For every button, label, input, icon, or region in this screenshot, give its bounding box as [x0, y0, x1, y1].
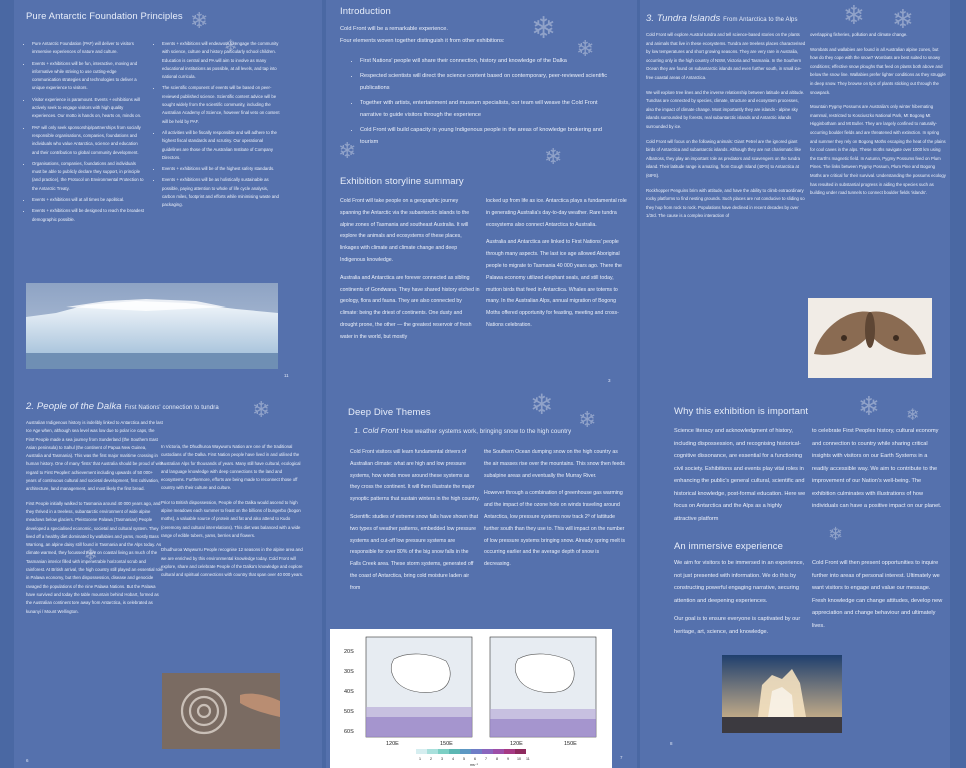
- panel-deep-dive-themes: [326, 385, 637, 768]
- section-heading: Exhibition storyline summary: [340, 176, 464, 187]
- list-item: • Events + exhibitions will be as holistically sustainable as possible, paying attention to whole of life cycle analysis, carbon miles, footprint and efforts while minimising waste and packaging.: [162, 176, 282, 209]
- colorbar-label: ms⁻¹: [470, 763, 478, 767]
- snowflake-icon: ❄: [84, 547, 98, 564]
- intro-line: Four elements woven together distinguish it from other exhibitions:: [340, 38, 505, 44]
- list-item: • Events + exhibitions will be fun, interactive, moving and informative while striving to use cutting-edge communication strategies and technologies to deliver a unique experience to visitors.: [32, 60, 144, 93]
- y-tick-label: 50S: [344, 709, 354, 715]
- y-tick-label: 30S: [344, 669, 354, 675]
- page-number: 8: [670, 741, 673, 746]
- list-item: • Organisations, companies, foundations and individuals must be able to publicly declare they support, in principle (and practice), the Protocol on Environmental Protection to the Antarctic Treaty.: [32, 160, 144, 193]
- page-heading: [26, 401, 219, 412]
- iceberg-image: [26, 283, 278, 369]
- snowflake-icon: ❄: [190, 8, 209, 33]
- colorbar-tick: 8: [496, 757, 498, 761]
- list-item: • Events + exhibitions will at all times be apolitical.: [32, 196, 144, 204]
- coldfront-col-left: [350, 447, 480, 601]
- y-tick-label: 20S: [344, 649, 354, 655]
- page-number: 3: [608, 378, 611, 383]
- page-heading: Introduction: [340, 6, 391, 17]
- intro-line: Cold Front will be a remarkable experience.: [340, 26, 448, 32]
- coldfront-col-right: [484, 447, 626, 577]
- heading-subtitle: First Nations' connection to tundra: [124, 405, 219, 411]
- intro-text: [340, 23, 630, 47]
- snowflake-icon: ❄: [338, 138, 357, 163]
- dalka-col-left: [26, 419, 164, 622]
- principles-col-left: [24, 40, 144, 227]
- heading-title: Tundra Islands: [656, 13, 721, 24]
- colorbar-tick: 11: [526, 757, 530, 761]
- heading-number: 2.: [26, 401, 35, 412]
- colorbar-tick: 7: [485, 757, 487, 761]
- list-item: • Respected scientists will direct the science content based on contemporary, peer-reviewed scientific publications: [360, 70, 614, 94]
- paragraph: Prior to British dispossession, People of the Dalka would ascend to high alpine meadows each summer to feast on the billions of bungerbo (bogon moths), a valuable source of protein and fat and also attend to Kudo (ceremony and cultural interrelations). This diet was balanced with a wide range of edible tubers, yams, berries and flowers.: [161, 499, 301, 538]
- page-number: 11: [284, 373, 289, 378]
- paragraph: Cold Front visitors will learn fundamental drivers of Australian climate: what are high and low pressure systems, how winds move around these systems as they cross the continent. It will then illustrate the major synoptic patterns that sustain winters in the high country.: [350, 449, 480, 503]
- why-col-left: Science literacy and acknowledgment of history, including dispossession, and recognising historical-cognitive dissonance, are essential for a functioning civil society. Exhibitions and events play vital roles in enhancing the public's general cultural, scientific and historical knowledge, post-formal education. Here we focus on Antarctica and the Alps as a highly attractive platform: [674, 428, 806, 522]
- page-number: 6: [26, 758, 29, 763]
- paragraph: Dhudhuroa Waywurru People recognise 12 seasons in the alpine area and we are enriched by this environmental knowledge today. Cold Front will explore, share and celebrate People of the Dalka's knowledge and explore cultural and spiritual connections with country that span over 40 000 years.: [161, 547, 304, 578]
- snowflake-icon: ❄: [906, 407, 920, 424]
- immersive-col-left: [674, 557, 808, 644]
- list-item: • Events + exhibitions will be designed to reach the broadest demographic possible.: [32, 207, 144, 224]
- x-tick-label: 120E: [510, 741, 523, 747]
- paragraph: In Victoria, the Dhudhuroa Waywurru Nation are one of the traditional custodians of the Dalka. First Nation people have lived in and utilised the Australian Alps for thousands of years. Many still have cultural, ecological and language knowledge with deep connections to the land and ecosystems. Furthermore, efforts are being made to reconnect those off country with their culture and culture.: [161, 444, 301, 491]
- sand-drawing-image: [162, 673, 280, 749]
- colorbar-tick: 1: [419, 757, 421, 761]
- list-item: • Together with artists, entertainment and museum specialists, our team will weave the Cold Front narrative to guide visitors through the experience: [360, 97, 614, 121]
- paragraph: Wombats and wallabies are found in all Australian alpine zones, but how do they cope with the snow? Wombats are best suited to snowy conditions; effective snow ploughs that feed on plants both above and below the snow line. Wallabies prefer lighter conditions as they struggle in deep snow. They browse on tips of plants sticking out through the snowpack.: [810, 46, 946, 95]
- colorbar-tick: 2: [430, 757, 432, 761]
- list-item: • All activities will be fiscally responsible and will adhere to the highest fiscal standards and scrutiny. Our operational guidelines are those of the Australian Institute of Company Directors.: [162, 129, 282, 162]
- dalka-col-right: [161, 443, 305, 585]
- colorbar-tick: 3: [441, 757, 443, 761]
- paragraph: However through a combination of greenhouse gas warming and the impact of the ozone hole on winds traveling around Antarctica, low pressure systems now track 2º of lattitude further south than they use to. This will impact on the number of low pressure systems bringing snow. Already spring melt is occurring earlier and the average depth of snow is decreasing.: [484, 490, 625, 568]
- moth-image: [808, 298, 932, 378]
- list-item: • PAF will only seek sponsorship/partnerships from socially responsible organisations, companies, foundations and individuals who value Antarctica, science and education and their contribution to global community development.: [32, 124, 144, 157]
- paragraph: Australia and Antarctica are forever connected as sibling continents of Gondwana. They have shared history etched in geology, flora and fauna. They are also connected by climate: being the driest of continents. One dusty and drought prone, the other — the greatest reservoir of fresh water in the world, but mostly: [340, 274, 480, 340]
- wind-map-figure: [330, 629, 612, 768]
- paragraph: Australian Indigenous history is indelibly linked to Antarctica and the last Ice Age when, although sea level was low due to polar ice caps, the First People made a sea journey from Sunderland (the Southern East Asian peninsula) to Sahul (the continent of Papua New Guinea, Australia and Tasmania). This was the first major maritime crossing in human history. One of many 'firsts' that Australia should be proud of with regard to First Peoples' achievement including upwards of 50 000+ years of continuous cultural and societal development, first cultivation, architecture, land management, and most likely the first bread.: [26, 420, 164, 492]
- paragraph: Mountain Pygmy Possums are Australia's only winter hibernating mammal, restricted to Kosciuszko National Park, Mt Bogong Mt Higginbotham and Mt Buller. They are largely confined to naturally-occurring boulder fields and are threatened with extinction. In spring and summer they rely on Bogong Moths escaping the heat of the plains for cool caves in the alps. These moths navigate over 1000 km using the Earth's magnetic field. In Autumn, Pygmy Possums feed on Plum Pines. The links between Pygmy Possum, Plum Pine and Bogong Moths are critical for their survival. Understanding the possums ecology has resulted in substantial progress in aiding the species such as building under road tunnels to connect boulder fields 'islands'.: [810, 104, 946, 196]
- colorbar-tick: 5: [463, 757, 465, 761]
- why-col-right: to celebrate First Peoples history, cultural economy and connection to country while sharing critical insights with visitors on our Earth Systems in a readily accessible way. We aim to contribute to the improvement of our Nation's well-being. The exhibition culminates with illustrations of how individuals can have a positive impact on our planet.: [812, 428, 942, 509]
- x-tick-label: 150E: [440, 741, 453, 747]
- paragraph: We will explore tree lines and the inverse relationship between latitude and altitude. Tundras are connected by species, climate, structure and ecosystem processes, also the impact of climate change. Most importantly they are islands - alpine sky islands surrounded by forests, real subantarctic islands and Antarctic islands surrounded by ice.: [646, 89, 805, 129]
- page-heading: Why this exhibition is important: [674, 406, 809, 417]
- paragraph: Our goal is to ensure everyone is captivated by our heritage, art, science, and knowledge.: [674, 616, 801, 635]
- snowflake-icon: ❄: [828, 524, 844, 544]
- x-tick-label: 120E: [386, 741, 399, 747]
- paragraph: the Southern Ocean dumping snow on the high country as the air masses rise over the mountains. This snow then feeds subalpine areas and eventually the Murray River.: [484, 449, 625, 479]
- page-heading: Deep Dive Themes: [348, 407, 431, 418]
- theme-description: How weather systems work, bringing snow to the high country: [400, 429, 572, 435]
- heading-title: People of the Dalka: [36, 401, 122, 412]
- panel-why-important: [640, 385, 950, 768]
- snowflake-icon: ❄: [858, 391, 880, 421]
- x-tick-label: 150E: [564, 741, 577, 747]
- colorbar: [416, 749, 526, 754]
- tundra-col-right: [810, 31, 946, 204]
- list-item: • Events + exhibitions will endeavour to engage the community with science, culture and history particularly school children. Education is central and PA will aim to involve as many educational institutions as possible, at all levels, and tap into national curricula.: [162, 40, 282, 81]
- page-heading: [646, 13, 798, 24]
- colorbar-tick: 4: [452, 757, 454, 761]
- summary-col-left: [340, 196, 480, 350]
- principles-col-right: [154, 40, 282, 213]
- summary-col-right: [486, 196, 628, 338]
- snowflake-icon: ❄: [576, 36, 595, 61]
- list-item: • The scientific component of events will be based on peer-reviewed published science. Scientific content advice will be sought widely from the scientific community, including the Australian Academy of Science, however final veto on content will be held by PAF.: [162, 84, 282, 125]
- paragraph: Scientific studies of extreme snow falls have shown that two types of weather patterns, embedded low pressure systems and cut-off low pressure systems are responsible for over 80% of the big snow falls in the Falls Creek area. These storm systems, generated off the coast of Antarctica, bring cold moisture laden air from: [350, 513, 479, 591]
- paragraph: locked up from life as ice. Antarctica plays a fundamental role in generating Australia's day-to-day weather. Rare tundra ecosystems also connect Antarctica to Australia.: [486, 198, 627, 228]
- colorbar-tick: 9: [507, 757, 509, 761]
- tundra-col-left: [646, 31, 806, 227]
- paragraph: Cold Front will explore Austral tundra and tell science-based stories on the plants and animals that live in these ecosystems. Tundra are treeless places characterised by low temperatures and short growing seasons. They are very rare in Australia, occurring only in the high country of NSW, Victoria and Tasmania. In the Southern Ocean they are found on subantarctic islands and even further south, in small ice-free coastal areas of Antarctica.: [646, 32, 806, 80]
- heading-subtitle: From Antarctica to the Alps: [723, 17, 798, 23]
- theme-title: Cold Front: [362, 426, 399, 435]
- list-item: • Pure Antarctic Foundation (PAF) will deliver to visitors immersive experiences of nature and culture.: [32, 40, 144, 57]
- immersive-col-right: Cold Front will then present opportunities to inquire further into areas of personal interest. Ultimately we want visitors to engage and value our message. Fresh knowledge can change attitudes, develop new appreciation and change behaviour and ultimately lives.: [812, 560, 943, 629]
- paragraph: First People initially walked to Tasmania around 40 000 years ago, and they thrived in a treeless, subantarctic environment of wide alpine meadows below glaciers. Pleistocene Palawa (Tasmanian) People developed a specialised economic, societal and cultural system. They lived off a healthy diet dominated by wallabies and yams, mostly Bass Warriong, an alpine daisy still found in Tasmania and the Alps today. As climate warmed, they focussed more on coastal living as much of the Tasmanian interior filled with impenetrable horizontal scrub and rainforest. At British arrival, the high country still played an essential role in Palawa economy, but then dispossession, disease and genocide ravaged the populations of the nine Palawa Nations. But the Palawa have survived and today the table mountain behind Hobart, formed as the Australian continent tore away from Antarctica, is celebrated as kunanyi / Mount Wellington.: [26, 500, 163, 614]
- snowflake-icon: ❄: [252, 397, 271, 422]
- theme-heading: [354, 426, 571, 435]
- snowflake-icon: ❄: [544, 144, 563, 169]
- paragraph: Rockhopper Penguins brim with attitude, and have the ability to climb extraordinary rocky platforms to find nesting grounds. Such places are not conducive to sliding so they hop from rock to rock. Populations have declined in recent decades by over 1/3rd. The cause is a complex interaction of: [646, 187, 805, 219]
- page-heading: Pure Antarctic Foundation Principles: [26, 11, 183, 22]
- intro-bullets: [352, 55, 614, 151]
- y-tick-label: 40S: [344, 689, 354, 695]
- list-item: • First Nations' people will share their connection, history and knowledge of the Dalka: [360, 55, 614, 67]
- panel-people-of-dalka: [14, 385, 322, 768]
- paragraph: Cold Front will take people on a geographic journey spanning the Antarctic via the subantarctic islands to the alpine zones of Tasmania and southeast Australia. It will explore the animals and ecosystems of these places, linkages with climate and climate change and deep Indigenous knowledge.: [340, 198, 470, 263]
- paragraph: overlapping fisheries, pollution and climate change.: [810, 32, 908, 37]
- page-number: 7: [620, 755, 623, 760]
- y-tick-label: 60S: [344, 729, 354, 735]
- snowflake-icon: ❄: [531, 12, 557, 45]
- list-item: • Events + exhibitions will be of the highest safety standards.: [162, 165, 282, 173]
- panel-introduction: [326, 0, 637, 385]
- map-right: [490, 637, 596, 737]
- heading-number: 3.: [646, 13, 655, 24]
- panel-foundation-principles: [14, 0, 322, 385]
- snowflake-icon: ❄: [224, 38, 238, 55]
- colorbar-tick: 6: [474, 757, 476, 761]
- snowflake-icon: ❄: [843, 0, 865, 30]
- map-left: [366, 637, 472, 737]
- colorbar-tick: 10: [517, 757, 521, 761]
- list-item: • Cold Front will build capacity in young Indigenous people in the areas of knowledge brokering and tourism: [360, 124, 614, 148]
- ice-sculpture-image: [722, 655, 842, 733]
- snowflake-icon: ❄: [578, 407, 597, 432]
- paragraph: Australia and Antarctica are linked to First Nations' people through many aspects. The last ice age allowed Aboriginal people to migrate to Tasmania 40 000 years ago. There the Palawa economy utilized elephant seals, and still today, mutton birds that feed in Antarctica. Whales are totems to many. In the Australian Alps, annual migration of Bogong Moths offered opportunity for feasting, meeting and cross-Nations celebration.: [486, 239, 622, 328]
- panel-tundra-islands: [640, 0, 950, 385]
- snowflake-icon: ❄: [892, 4, 914, 34]
- list-item: • Visitor experience is paramount. Events + exhibitions will actively seek to engage visitors with high quality experiences. Our motto is hands on, hearts on, minds on.: [32, 96, 144, 121]
- snowflake-icon: ❄: [530, 389, 554, 420]
- paragraph: Cold Front will focus on the following animals: Giant Petrel are the ignored giant birds of Antarctica and subantarctic islands. Although they are not charismatic like Albatross, they play an important role as predators and scavengers on the tundra island. Their latitude range is amazing, from Gough Island (40ºS) to Antarctica at (68ºS).: [646, 138, 802, 178]
- theme-number: 1.: [354, 426, 361, 435]
- section-heading: An immersive experience: [674, 541, 783, 552]
- paragraph: We aim for visitors to be immersed in an experience, not just presented with information. We do this by constructing powerful engaging narrative, securing attention and deepening experiences.: [674, 560, 805, 604]
